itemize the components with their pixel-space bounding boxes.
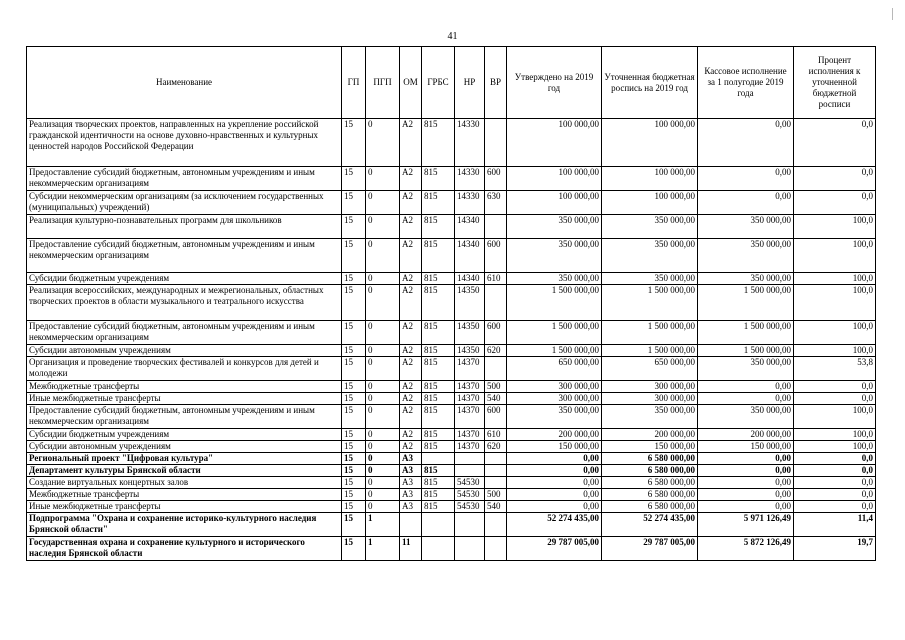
cell-nr: 14370 bbox=[455, 441, 485, 453]
cell-approved: 300 000,00 bbox=[507, 393, 602, 405]
cell-approved: 1 500 000,00 bbox=[507, 321, 602, 345]
cell-percent: 0,0 bbox=[794, 501, 876, 513]
cell-nr: 14370 bbox=[455, 381, 485, 393]
cell-percent: 53,8 bbox=[794, 357, 876, 381]
page-edge-mark bbox=[892, 8, 893, 20]
cell-cash: 350 000,00 bbox=[698, 215, 794, 239]
cell-vr bbox=[485, 285, 507, 321]
cell-cash: 0,00 bbox=[698, 167, 794, 191]
cell-name: Предоставление субсидий бюджетным, автономным учреждениям и иным некоммерческим организациям bbox=[27, 321, 342, 345]
cell-refined: 6 580 000,00 bbox=[602, 465, 698, 477]
cell-gp: 15 bbox=[342, 239, 366, 273]
cell-name: Реализация всероссийских, международных и межрегиональных, областных творческих проектов в области музыкального и театрального искусства bbox=[27, 285, 342, 321]
cell-percent: 11,4 bbox=[794, 513, 876, 537]
cell-nr: 14340 bbox=[455, 239, 485, 273]
cell-grbs: 815 bbox=[422, 321, 455, 345]
cell-pgp: 0 bbox=[366, 477, 400, 489]
cell-vr bbox=[485, 215, 507, 239]
cell-gp: 15 bbox=[342, 167, 366, 191]
cell-name: Субсидии бюджетным учреждениям bbox=[27, 429, 342, 441]
cell-grbs: 815 bbox=[422, 191, 455, 215]
cell-percent: 0,0 bbox=[794, 119, 876, 167]
cell-percent: 100,0 bbox=[794, 441, 876, 453]
cell-cash: 1 500 000,00 bbox=[698, 345, 794, 357]
cell-approved: 350 000,00 bbox=[507, 215, 602, 239]
cell-refined: 350 000,00 bbox=[602, 239, 698, 273]
cell-vr bbox=[485, 453, 507, 465]
table-row bbox=[27, 441, 876, 453]
cell-name: Департамент культуры Брянской области bbox=[27, 465, 342, 477]
col-header-refined: Уточненная бюджетная роспись на 2019 год bbox=[602, 47, 698, 119]
cell-grbs: 815 bbox=[422, 357, 455, 381]
cell-refined: 6 580 000,00 bbox=[602, 489, 698, 501]
cell-cash: 0,00 bbox=[698, 393, 794, 405]
cell-approved: 200 000,00 bbox=[507, 429, 602, 441]
cell-approved: 0,00 bbox=[507, 465, 602, 477]
page-number: 41 bbox=[447, 31, 458, 42]
cell-om: А3 bbox=[400, 501, 422, 513]
table-row bbox=[27, 465, 876, 477]
cell-nr bbox=[455, 537, 485, 561]
cell-om: А3 bbox=[400, 489, 422, 501]
cell-om: А2 bbox=[400, 405, 422, 429]
table-row bbox=[27, 273, 876, 285]
cell-nr: 14370 bbox=[455, 429, 485, 441]
cell-gp: 15 bbox=[342, 393, 366, 405]
cell-om: А2 bbox=[400, 215, 422, 239]
cell-vr: 600 bbox=[485, 321, 507, 345]
cell-nr: 14350 bbox=[455, 345, 485, 357]
cell-refined: 29 787 005,00 bbox=[602, 537, 698, 561]
table-body bbox=[27, 119, 876, 561]
cell-approved: 300 000,00 bbox=[507, 381, 602, 393]
cell-refined: 650 000,00 bbox=[602, 357, 698, 381]
cell-gp: 15 bbox=[342, 215, 366, 239]
cell-gp: 15 bbox=[342, 285, 366, 321]
cell-om: 11 bbox=[400, 537, 422, 561]
cell-cash: 350 000,00 bbox=[698, 405, 794, 429]
cell-name: Предоставление субсидий бюджетным, автономным учреждениям и иным некоммерческим организациям bbox=[27, 405, 342, 429]
table-row bbox=[27, 381, 876, 393]
cell-refined: 300 000,00 bbox=[602, 381, 698, 393]
cell-grbs bbox=[422, 513, 455, 537]
cell-grbs: 815 bbox=[422, 429, 455, 441]
cell-vr bbox=[485, 357, 507, 381]
cell-gp: 15 bbox=[342, 513, 366, 537]
cell-name: Государственная охрана и сохранение культурного и исторического наследия Брянской области bbox=[27, 537, 342, 561]
cell-vr bbox=[485, 537, 507, 561]
cell-om: А2 bbox=[400, 441, 422, 453]
cell-nr: 14330 bbox=[455, 167, 485, 191]
cell-pgp: 0 bbox=[366, 321, 400, 345]
table-row bbox=[27, 489, 876, 501]
cell-name: Иные межбюджетные трансферты bbox=[27, 501, 342, 513]
cell-refined: 100 000,00 bbox=[602, 191, 698, 215]
table-row bbox=[27, 393, 876, 405]
cell-nr: 14340 bbox=[455, 215, 485, 239]
header-row bbox=[27, 47, 876, 119]
cell-percent: 100,0 bbox=[794, 321, 876, 345]
cell-nr: 14370 bbox=[455, 393, 485, 405]
cell-vr: 620 bbox=[485, 441, 507, 453]
cell-approved: 1 500 000,00 bbox=[507, 285, 602, 321]
table-row bbox=[27, 285, 876, 321]
table-row bbox=[27, 453, 876, 465]
cell-nr bbox=[455, 453, 485, 465]
col-header-cash: Кассовое исполнение за 1 полугодие 2019 года bbox=[698, 47, 794, 119]
cell-gp: 15 bbox=[342, 477, 366, 489]
col-header-grbs: ГРБС bbox=[422, 47, 455, 119]
cell-refined: 150 000,00 bbox=[602, 441, 698, 453]
cell-name: Региональный проект "Цифровая культура" bbox=[27, 453, 342, 465]
cell-pgp: 0 bbox=[366, 357, 400, 381]
cell-om bbox=[400, 513, 422, 537]
cell-refined: 100 000,00 bbox=[602, 119, 698, 167]
cell-nr: 14350 bbox=[455, 285, 485, 321]
cell-vr: 500 bbox=[485, 381, 507, 393]
cell-pgp: 0 bbox=[366, 501, 400, 513]
cell-om: А3 bbox=[400, 453, 422, 465]
cell-vr: 600 bbox=[485, 167, 507, 191]
cell-grbs: 815 bbox=[422, 405, 455, 429]
cell-name: Межбюджетные трансферты bbox=[27, 489, 342, 501]
cell-gp: 15 bbox=[342, 119, 366, 167]
cell-vr: 500 bbox=[485, 489, 507, 501]
cell-cash: 0,00 bbox=[698, 489, 794, 501]
cell-refined: 100 000,00 bbox=[602, 167, 698, 191]
cell-nr: 14330 bbox=[455, 191, 485, 215]
cell-gp: 15 bbox=[342, 537, 366, 561]
cell-approved: 100 000,00 bbox=[507, 191, 602, 215]
cell-approved: 1 500 000,00 bbox=[507, 345, 602, 357]
cell-pgp: 0 bbox=[366, 215, 400, 239]
cell-vr: 540 bbox=[485, 393, 507, 405]
cell-refined: 1 500 000,00 bbox=[602, 321, 698, 345]
cell-approved: 29 787 005,00 bbox=[507, 537, 602, 561]
cell-refined: 6 580 000,00 bbox=[602, 501, 698, 513]
cell-om: А2 bbox=[400, 393, 422, 405]
cell-vr: 540 bbox=[485, 501, 507, 513]
cell-gp: 15 bbox=[342, 465, 366, 477]
cell-percent: 0,0 bbox=[794, 191, 876, 215]
table-row bbox=[27, 167, 876, 191]
cell-grbs: 815 bbox=[422, 239, 455, 273]
cell-vr: 610 bbox=[485, 273, 507, 285]
cell-gp: 15 bbox=[342, 191, 366, 215]
cell-grbs: 815 bbox=[422, 393, 455, 405]
cell-om: А2 bbox=[400, 381, 422, 393]
cell-nr: 14370 bbox=[455, 357, 485, 381]
cell-grbs: 815 bbox=[422, 441, 455, 453]
cell-percent: 0,0 bbox=[794, 465, 876, 477]
table-row bbox=[27, 477, 876, 489]
cell-approved: 350 000,00 bbox=[507, 273, 602, 285]
cell-approved: 0,00 bbox=[507, 489, 602, 501]
cell-pgp: 0 bbox=[366, 285, 400, 321]
cell-approved: 100 000,00 bbox=[507, 119, 602, 167]
cell-approved: 650 000,00 bbox=[507, 357, 602, 381]
cell-cash: 350 000,00 bbox=[698, 273, 794, 285]
cell-grbs bbox=[422, 537, 455, 561]
cell-name: Подпрограмма "Охрана и сохранение историко-культурного наследия Брянской области" bbox=[27, 513, 342, 537]
cell-pgp: 0 bbox=[366, 167, 400, 191]
cell-vr: 630 bbox=[485, 191, 507, 215]
table-row bbox=[27, 239, 876, 273]
cell-refined: 52 274 435,00 bbox=[602, 513, 698, 537]
cell-om: А3 bbox=[400, 477, 422, 489]
cell-om: А2 bbox=[400, 345, 422, 357]
cell-grbs: 815 bbox=[422, 285, 455, 321]
cell-percent: 100,0 bbox=[794, 215, 876, 239]
cell-cash: 0,00 bbox=[698, 453, 794, 465]
col-header-percent: Процент исполнения к уточненной бюджетной росписи bbox=[794, 47, 876, 119]
cell-cash: 0,00 bbox=[698, 501, 794, 513]
cell-pgp: 1 bbox=[366, 537, 400, 561]
col-header-pgp: ПГП bbox=[366, 47, 400, 119]
cell-gp: 15 bbox=[342, 405, 366, 429]
cell-cash: 0,00 bbox=[698, 119, 794, 167]
cell-grbs: 815 bbox=[422, 465, 455, 477]
cell-pgp: 0 bbox=[366, 441, 400, 453]
cell-approved: 52 274 435,00 bbox=[507, 513, 602, 537]
table-row bbox=[27, 405, 876, 429]
cell-percent: 0,0 bbox=[794, 489, 876, 501]
cell-om: А2 bbox=[400, 119, 422, 167]
cell-grbs: 815 bbox=[422, 215, 455, 239]
cell-pgp: 0 bbox=[366, 273, 400, 285]
cell-grbs: 815 bbox=[422, 167, 455, 191]
cell-om: А2 bbox=[400, 167, 422, 191]
cell-grbs: 815 bbox=[422, 489, 455, 501]
table-row bbox=[27, 429, 876, 441]
cell-percent: 100,0 bbox=[794, 345, 876, 357]
table-row bbox=[27, 501, 876, 513]
cell-nr bbox=[455, 513, 485, 537]
col-header-gp: ГП bbox=[342, 47, 366, 119]
cell-pgp: 0 bbox=[366, 393, 400, 405]
table-row bbox=[27, 357, 876, 381]
cell-vr: 610 bbox=[485, 429, 507, 441]
cell-vr: 620 bbox=[485, 345, 507, 357]
cell-grbs: 815 bbox=[422, 345, 455, 357]
cell-vr bbox=[485, 119, 507, 167]
cell-refined: 350 000,00 bbox=[602, 215, 698, 239]
cell-approved: 350 000,00 bbox=[507, 405, 602, 429]
cell-gp: 15 bbox=[342, 501, 366, 513]
cell-approved: 350 000,00 bbox=[507, 239, 602, 273]
cell-vr bbox=[485, 513, 507, 537]
cell-pgp: 0 bbox=[366, 345, 400, 357]
budget-table bbox=[26, 46, 876, 561]
cell-approved: 150 000,00 bbox=[507, 441, 602, 453]
cell-grbs: 815 bbox=[422, 477, 455, 489]
cell-percent: 100,0 bbox=[794, 285, 876, 321]
cell-pgp: 0 bbox=[366, 381, 400, 393]
cell-pgp: 0 bbox=[366, 489, 400, 501]
cell-name: Предоставление субсидий бюджетным, автономным учреждениям и иным некоммерческим организациям bbox=[27, 239, 342, 273]
cell-pgp: 0 bbox=[366, 239, 400, 273]
cell-pgp: 0 bbox=[366, 119, 400, 167]
cell-nr: 14340 bbox=[455, 273, 485, 285]
table-row bbox=[27, 513, 876, 537]
cell-om: А2 bbox=[400, 357, 422, 381]
table-row bbox=[27, 537, 876, 561]
cell-cash: 200 000,00 bbox=[698, 429, 794, 441]
cell-nr: 54530 bbox=[455, 489, 485, 501]
cell-cash: 350 000,00 bbox=[698, 357, 794, 381]
cell-vr bbox=[485, 477, 507, 489]
table-row bbox=[27, 119, 876, 167]
cell-om: А2 bbox=[400, 321, 422, 345]
cell-gp: 15 bbox=[342, 453, 366, 465]
cell-refined: 300 000,00 bbox=[602, 393, 698, 405]
cell-name: Межбюджетные трансферты bbox=[27, 381, 342, 393]
cell-grbs: 815 bbox=[422, 273, 455, 285]
cell-gp: 15 bbox=[342, 345, 366, 357]
cell-gp: 15 bbox=[342, 489, 366, 501]
cell-name: Создание виртуальных концертных залов bbox=[27, 477, 342, 489]
cell-percent: 0,0 bbox=[794, 167, 876, 191]
cell-percent: 19,7 bbox=[794, 537, 876, 561]
cell-om: А3 bbox=[400, 465, 422, 477]
cell-gp: 15 bbox=[342, 429, 366, 441]
cell-om: А2 bbox=[400, 285, 422, 321]
cell-nr: 54530 bbox=[455, 501, 485, 513]
col-header-name: Наименование bbox=[27, 47, 342, 119]
cell-grbs: 815 bbox=[422, 119, 455, 167]
cell-refined: 200 000,00 bbox=[602, 429, 698, 441]
cell-name: Субсидии автономным учреждениям bbox=[27, 345, 342, 357]
cell-cash: 0,00 bbox=[698, 381, 794, 393]
cell-nr: 54530 bbox=[455, 477, 485, 489]
col-header-vr: ВР bbox=[485, 47, 507, 119]
cell-grbs: 815 bbox=[422, 501, 455, 513]
cell-name: Реализация творческих проектов, направленных на укрепление российской гражданской идентичности на основе духовно-нравственных и культурных ценностей народов Российской Федерации bbox=[27, 119, 342, 167]
cell-nr bbox=[455, 465, 485, 477]
cell-refined: 1 500 000,00 bbox=[602, 285, 698, 321]
cell-cash: 5 872 126,49 bbox=[698, 537, 794, 561]
table-row bbox=[27, 345, 876, 357]
cell-cash: 0,00 bbox=[698, 191, 794, 215]
cell-name: Субсидии автономным учреждениям bbox=[27, 441, 342, 453]
cell-gp: 15 bbox=[342, 381, 366, 393]
cell-percent: 100,0 bbox=[794, 239, 876, 273]
col-header-approved: Утверждено на 2019 год bbox=[507, 47, 602, 119]
cell-pgp: 0 bbox=[366, 465, 400, 477]
cell-name: Реализация культурно-познавательных программ для школьников bbox=[27, 215, 342, 239]
cell-grbs bbox=[422, 453, 455, 465]
cell-name: Субсидии некоммерческим организациям (за исключением государственных (муниципальных) учреждений) bbox=[27, 191, 342, 215]
cell-refined: 6 580 000,00 bbox=[602, 453, 698, 465]
cell-percent: 100,0 bbox=[794, 405, 876, 429]
cell-gp: 15 bbox=[342, 273, 366, 285]
cell-vr bbox=[485, 465, 507, 477]
cell-percent: 0,0 bbox=[794, 453, 876, 465]
cell-name: Субсидии бюджетным учреждениям bbox=[27, 273, 342, 285]
cell-nr: 14350 bbox=[455, 321, 485, 345]
cell-approved: 0,00 bbox=[507, 477, 602, 489]
cell-om: А2 bbox=[400, 273, 422, 285]
col-header-om: ОМ bbox=[400, 47, 422, 119]
cell-name: Предоставление субсидий бюджетным, автономным учреждениям и иным некоммерческим организациям bbox=[27, 167, 342, 191]
cell-pgp: 0 bbox=[366, 429, 400, 441]
cell-name: Организация и проведение творческих фестивалей и конкурсов для детей и молодежи bbox=[27, 357, 342, 381]
cell-gp: 15 bbox=[342, 441, 366, 453]
cell-pgp: 0 bbox=[366, 405, 400, 429]
cell-percent: 100,0 bbox=[794, 273, 876, 285]
cell-approved: 0,00 bbox=[507, 501, 602, 513]
cell-nr: 14330 bbox=[455, 119, 485, 167]
cell-cash: 0,00 bbox=[698, 477, 794, 489]
table-row bbox=[27, 191, 876, 215]
cell-approved: 100 000,00 bbox=[507, 167, 602, 191]
cell-om: А2 bbox=[400, 239, 422, 273]
table-row bbox=[27, 215, 876, 239]
cell-cash: 1 500 000,00 bbox=[698, 285, 794, 321]
cell-refined: 350 000,00 bbox=[602, 405, 698, 429]
col-header-nr: НР bbox=[455, 47, 485, 119]
cell-om: А2 bbox=[400, 191, 422, 215]
cell-nr: 14370 bbox=[455, 405, 485, 429]
cell-cash: 350 000,00 bbox=[698, 239, 794, 273]
table-row bbox=[27, 321, 876, 345]
cell-cash: 150 000,00 bbox=[698, 441, 794, 453]
cell-om: А2 bbox=[400, 429, 422, 441]
cell-percent: 0,0 bbox=[794, 393, 876, 405]
cell-vr: 600 bbox=[485, 405, 507, 429]
cell-cash: 1 500 000,00 bbox=[698, 321, 794, 345]
cell-gp: 15 bbox=[342, 321, 366, 345]
cell-percent: 100,0 bbox=[794, 429, 876, 441]
cell-refined: 350 000,00 bbox=[602, 273, 698, 285]
cell-name: Иные межбюджетные трансферты bbox=[27, 393, 342, 405]
cell-pgp: 0 bbox=[366, 191, 400, 215]
cell-percent: 0,0 bbox=[794, 477, 876, 489]
cell-refined: 6 580 000,00 bbox=[602, 477, 698, 489]
cell-percent: 0,0 bbox=[794, 381, 876, 393]
cell-vr: 600 bbox=[485, 239, 507, 273]
cell-pgp: 1 bbox=[366, 513, 400, 537]
cell-cash: 5 971 126,49 bbox=[698, 513, 794, 537]
cell-pgp: 0 bbox=[366, 453, 400, 465]
cell-gp: 15 bbox=[342, 357, 366, 381]
cell-grbs: 815 bbox=[422, 381, 455, 393]
cell-refined: 1 500 000,00 bbox=[602, 345, 698, 357]
cell-approved: 0,00 bbox=[507, 453, 602, 465]
cell-cash: 0,00 bbox=[698, 465, 794, 477]
